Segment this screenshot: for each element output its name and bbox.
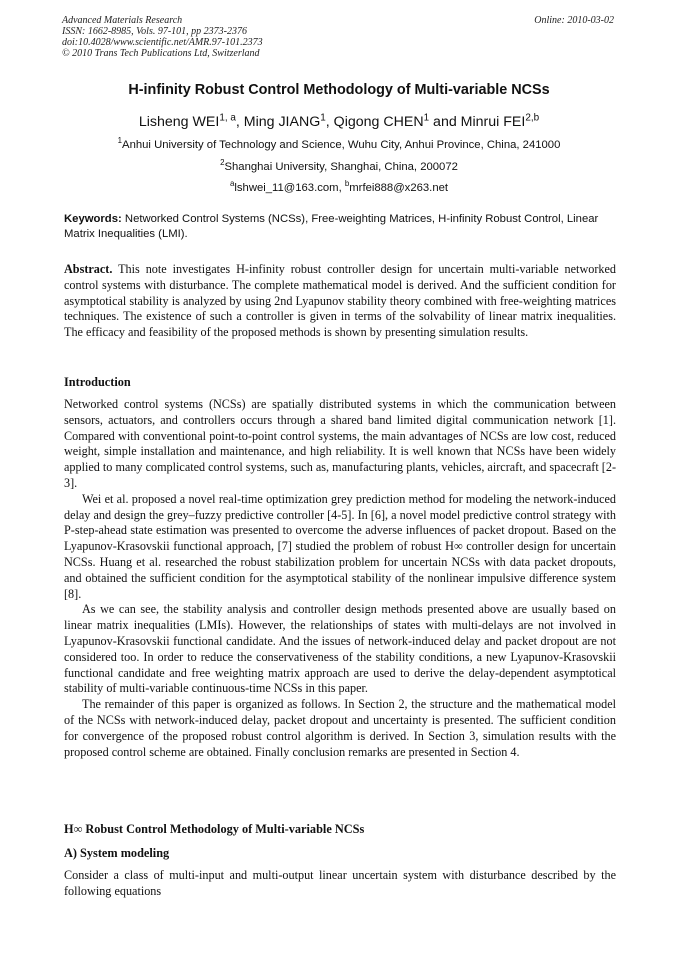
subsection-heading: A) System modeling xyxy=(64,846,170,860)
author-affiliation-marker: 1 xyxy=(423,112,430,124)
author-emails xyxy=(0,179,678,194)
author-affiliation-marker: 1, a xyxy=(219,112,236,124)
affiliation-marker: 2 xyxy=(220,158,225,168)
online-date: Online: 2010-03-02 xyxy=(534,15,614,26)
copyright-line: © 2010 Trans Tech Publications Ltd, Switzerland xyxy=(62,48,260,59)
author-list xyxy=(0,114,678,130)
author-name: Minrui FEI xyxy=(460,114,526,130)
section-2-heading: H∞ Robust Control Methodology of Multi-variable NCSs xyxy=(64,822,365,836)
paragraph: Networked control systems (NCSs) are spatially distributed systems in which the communication between sensors, actuators, and controllers occurs through a shared band limited digital communication network [1]. Compared with conventional point-to-point control systems, the main advantages of NCSs are low cost, reduced weight, simple installation and maintenance, and high reliability. It is well known that NCSs have been widely applied to many complicated control systems, such as, manufacturing plants, vehicles, aircraft, and spacecraft [2-3]. xyxy=(64,397,616,490)
author-affiliation-marker: 2,b xyxy=(525,112,540,124)
section-2-body xyxy=(64,868,616,900)
issn-line: ISSN: 1662-8985, Vols. 97-101, pp 2373-2376 xyxy=(62,26,247,37)
keywords-text: Networked Control Systems (NCSs), Free-weighting Matrices, H-infinity Robust Control, Linear Matrix Inequalities (LMI). xyxy=(64,213,599,240)
author-name: Ming JIANG xyxy=(243,114,321,130)
keywords xyxy=(64,212,616,242)
author-separator: and xyxy=(429,114,461,130)
affiliation-marker: 1 xyxy=(117,136,123,146)
journal-header xyxy=(62,15,614,59)
paragraph: The remainder of this paper is organized as follows. In Section 2, the structure and the mathematical model of the NCSs with network-induced delay, packet dropout and uncertainty is presented. The sufficient condition for convergence of the proposed robust control algorithm is derived. In Section 3, simulation results with the proposed control scheme are obtained. Finally conclusion remarks are presented in Section 4. xyxy=(64,697,616,759)
paragraph: Wei et al. proposed a novel real-time optimization grey prediction method for modeling the network-induced delay and design the grey–fuzzy predictive controller [4-5]. In [6], a novel model predictive control strategy with P-step-ahead state estimation was presented to overcome the adverse influences of packet dropout. Based on the Lyapunov-Krasovskii functional approach, [7] studied the problem of robust H∞ controller design for uncertain NCSs. Huang et al. researched the robust stabilization problem for uncertain NCSs with data packet dropouts, and obtained the sufficient condition for the asymptotical stability of the nonlinear impulsive difference system [8]. xyxy=(64,491,616,601)
introduction-body xyxy=(64,397,616,760)
paragraph: As we can see, the stability analysis and controller design methods presented above are usually based on linear matrix inequalities (LMIs). However, the relationships of states with multi-delays are not involved in Lyapunov-Krasovskii functional candidate. And the issues of network-induced delay and packet dropout are not considered too. In order to reduce the conservativeness of the stability conditions, a new Lyapunov-Krasovskii functional candidate and free weighting matrix approach are used to derive the delay-dependent asymptotical stability of multi-variable continuous-time NCSs in this paper. xyxy=(64,602,616,696)
email-marker: b xyxy=(344,179,350,189)
author-separator: , xyxy=(325,114,334,130)
doi-line[interactable]: doi:10.4028/www.scientific.net/AMR.97-101.2373 xyxy=(62,37,263,48)
affiliation-1 xyxy=(0,136,678,151)
affiliation-text: Shanghai University, Shanghai, China, 200072 xyxy=(224,161,458,173)
email-link[interactable]: lshwei_11@163.com, xyxy=(234,182,345,194)
journal-name: Advanced Materials Research xyxy=(62,15,183,26)
author-affiliation-marker: 1 xyxy=(320,112,326,124)
keywords-label: Keywords: xyxy=(64,213,122,225)
email-marker: a xyxy=(229,179,235,189)
author-separator: , xyxy=(235,114,244,130)
abstract xyxy=(64,262,616,341)
abstract-text: This note investigates H-infinity robust controller design for uncertain multi-variable networked control systems with disturbance. The complete mathematical model is derived. And the sufficient condition for asymptotical stability is analyzed by using 2nd Lyapunov stability theory combined with free-weighting matrices techniques. The existence of such a controller is given in terms of the solvability of linear matrix inequalities. The efficacy and feasibility of the proposed methods is shown by presenting simulation results. xyxy=(64,262,616,340)
author-name: Qigong CHEN xyxy=(333,114,424,130)
paragraph: Consider a class of multi-input and multi-output linear uncertain system with disturbance described by the following equations xyxy=(64,868,616,898)
paper-title: H-infinity Robust Control Methodology of Multi-variable NCSs xyxy=(128,82,550,98)
introduction-heading: Introduction xyxy=(64,375,131,389)
affiliation-text: Anhui University of Technology and Science, Wuhu City, Anhui Province, China, 241000 xyxy=(122,139,561,151)
abstract-label: Abstract. xyxy=(64,262,113,276)
affiliation-2 xyxy=(0,158,678,173)
author-name: Lisheng WEI xyxy=(138,114,220,130)
email-link[interactable]: mrfei888@x263.net xyxy=(349,182,449,194)
